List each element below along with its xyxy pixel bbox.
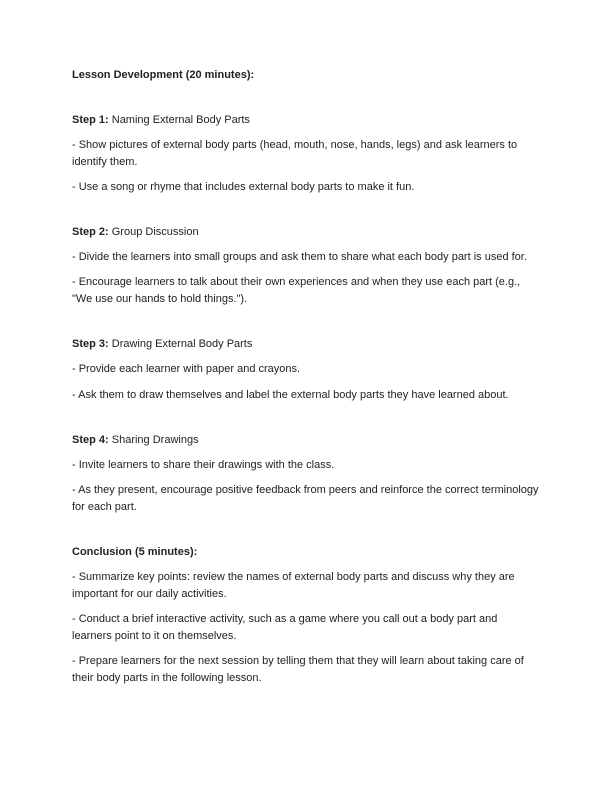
step-4-label: Step 4:: [72, 433, 109, 446]
step-3-label: Step 3:: [72, 338, 109, 351]
step-4-title-line: [72, 432, 540, 449]
conclusion-bullet-2: - Conduct a brief interactive activity, such as a game where you call out a body part and learners point to it on themselves.: [72, 612, 498, 642]
conclusion-bullet-3: - Prepare learners for the next session by telling them that they will learn about taking care of their body parts in the following lesson.: [72, 654, 524, 685]
conclusion-heading: Conclusion (5 minutes):: [72, 545, 198, 558]
step-1-title-line: [72, 112, 540, 129]
step-1-section: [72, 112, 540, 196]
conclusion-section: [72, 544, 540, 687]
step-3-title: Drawing External Body Parts: [111, 338, 253, 351]
step-2-title: Group Discussion: [111, 226, 199, 239]
step-1-bullet-1: - Show pictures of external body parts (head, mouth, nose, hands, legs) and ask learners to identify them.: [72, 139, 518, 169]
step-1-bullet-2: - Use a song or rhyme that includes external body parts to make it fun.: [72, 181, 415, 194]
step-3-bullet-1: - Provide each learner with paper and crayons.: [72, 363, 301, 376]
step-1-label: Step 1:: [72, 114, 109, 127]
conclusion-bullet-1: - Summarize key points: review the names of external body parts and discuss why they are important for our daily activities.: [72, 570, 515, 600]
step-4-bullet-1: - Invite learners to share their drawings with the class.: [72, 458, 335, 471]
step-2-section: [72, 224, 540, 308]
step-4-bullet-2: - As they present, encourage positive feedback from peers and reinforce the correct terminology for each part.: [72, 483, 539, 513]
lesson-development-heading: Lesson Development (20 minutes):: [72, 69, 255, 81]
step-4-section: [72, 432, 540, 516]
step-2-bullet-1: - Divide the learners into small groups and ask them to share what each body part is used for.: [72, 251, 527, 264]
step-3-section: [72, 336, 540, 403]
step-3-title-line: [72, 336, 540, 353]
step-3-bullet-2: - Ask them to draw themselves and label the external body parts they have learned about.: [72, 388, 509, 401]
step-2-title-line: [72, 224, 540, 241]
step-2-label: Step 2:: [72, 226, 109, 239]
step-2-bullet-2: - Encourage learners to talk about their own experiences and when they use each part (e.g., "We use our hands to hold things.").: [72, 276, 521, 306]
step-1-title: Naming External Body Parts: [111, 114, 250, 127]
step-4-title: Sharing Drawings: [111, 433, 199, 446]
